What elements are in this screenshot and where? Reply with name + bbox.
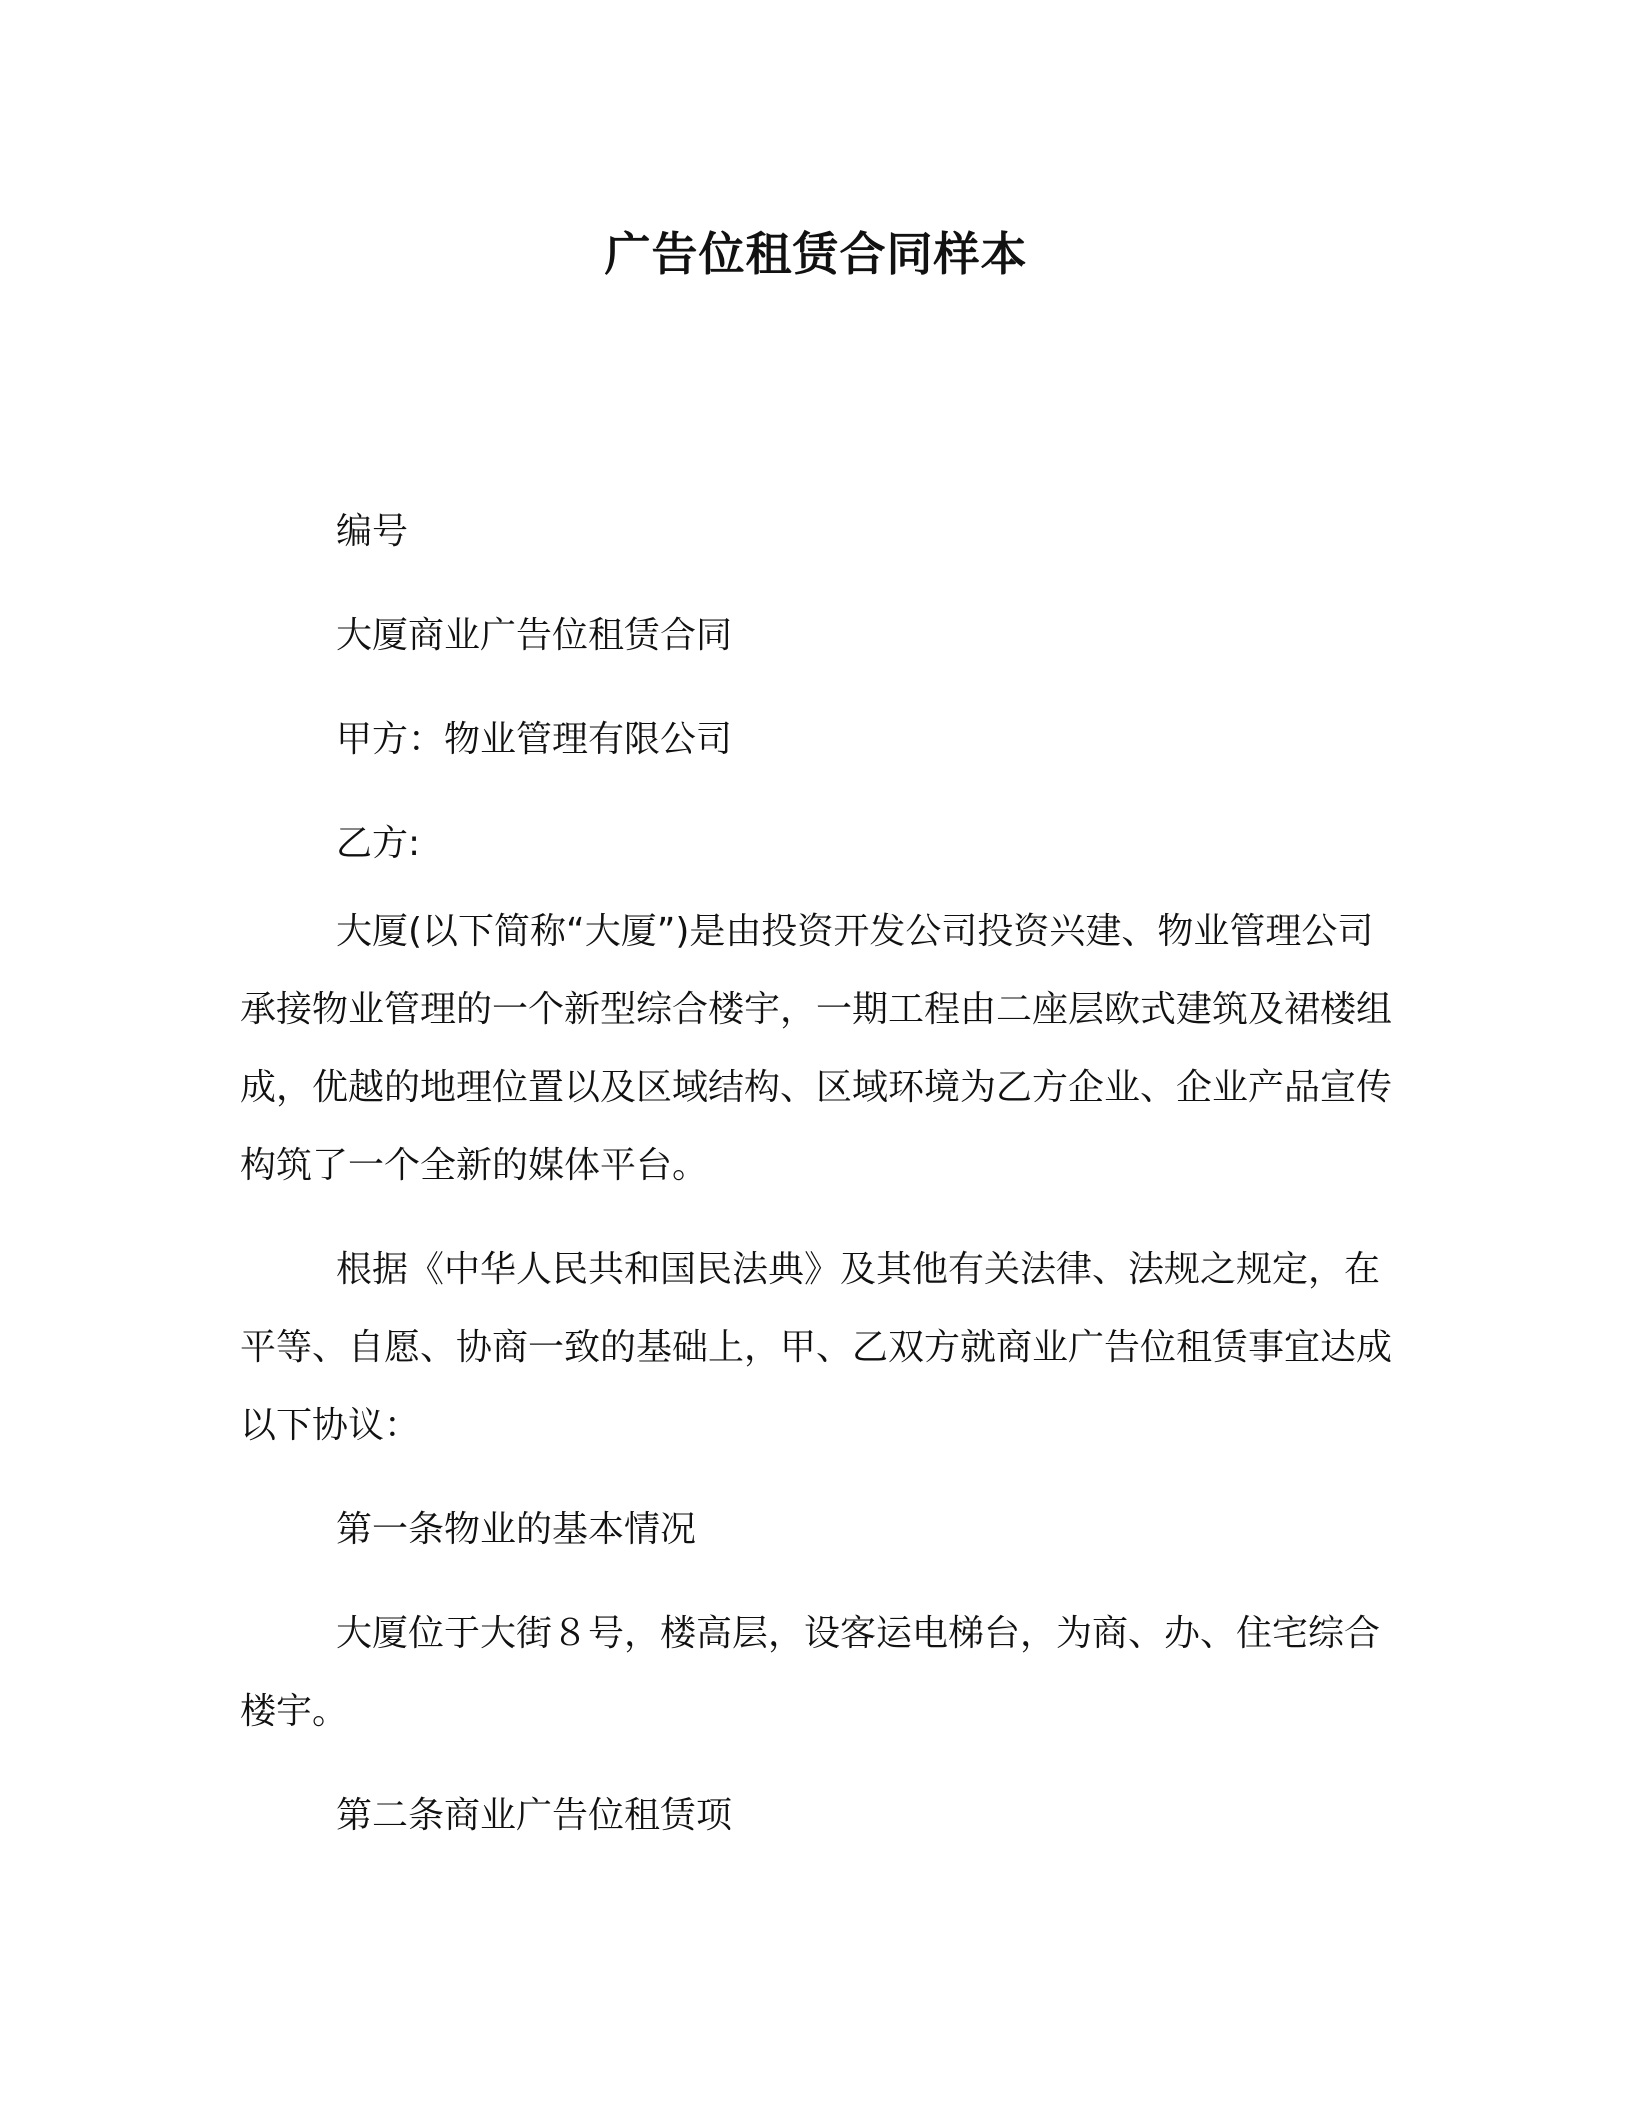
document-title: 广告位租赁合同样本 [604,227,1028,281]
party-a: 甲方：物业管理有限公司 [336,719,733,760]
intro-paragraph: 大厦(以下简称“大厦”)是由投资开发公司投资兴建、物业管理公司承接物业管理的一个新型综合楼宇，一期工程由二座层欧式建筑及裙楼组成，优越的地理位置以及区域结构、区域环境为乙方企业、企业产品宣传构筑了一个全新的媒体平台。 [240,911,1393,1186]
article-2-heading: 第二条商业广告位租赁项 [336,1795,733,1836]
party-b: 乙方: [336,823,421,864]
article-1-heading: 第一条物业的基本情况 [336,1509,697,1550]
contract-number-label: 编号 [336,511,409,552]
legal-basis-paragraph: 根据《中华人民共和国民法典》及其他有关法律、法规之规定，在平等、自愿、协商一致的基础上，甲、乙双方就商业广告位租赁事宜达成以下协议： [240,1249,1393,1446]
contract-name: 大厦商业广告位租赁合同 [336,615,733,656]
article-1-text: 大厦位于大街８号，楼高层，设客运电梯台，为商、办、住宅综合楼宇。 [240,1613,1381,1732]
